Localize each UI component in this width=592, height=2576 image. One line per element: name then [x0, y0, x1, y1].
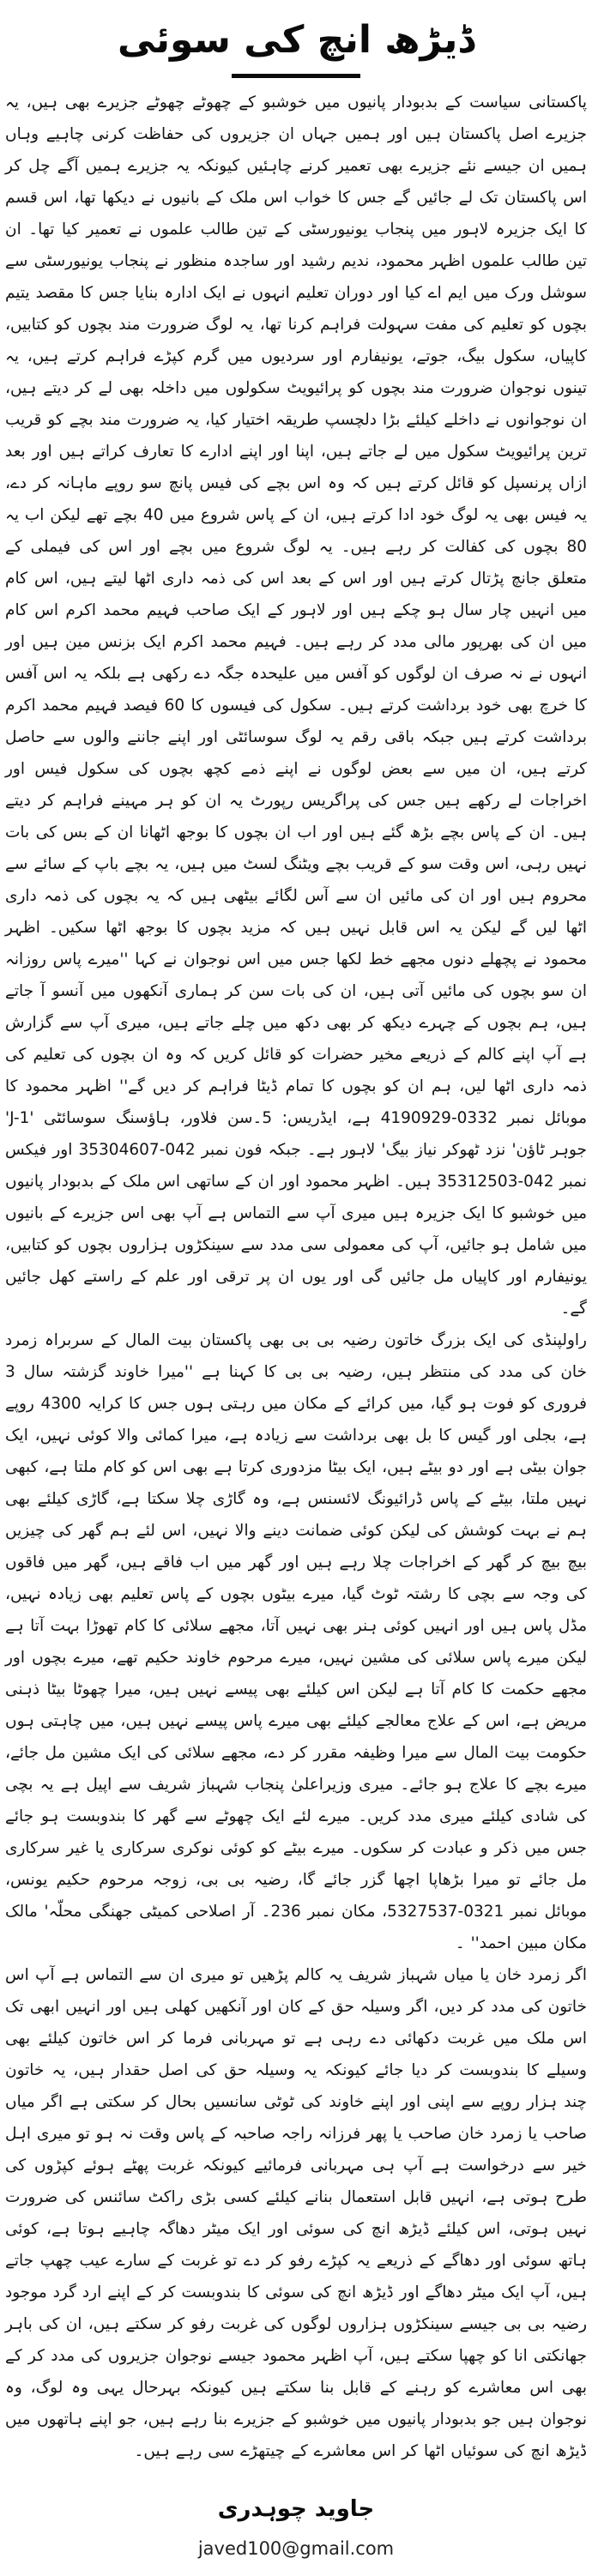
article-paragraph: پاکستانی سیاست کے بدبودار پانیوں میں خوشبو کے چھوٹے چھوٹے جزیرے بھی ہیں، یہ جزیرے اصل پاکستان ہیں اور ہمیں جہاں ان جزیروں کی حفاظت کرنی چاہیے وہاں ہمیں ان جیسے نئے جزیرے بھی تعمیر کرنے چاہئیں کیونکہ یہ جزیرے ہمیں آگے چل کر اس پاکستان تک لے جائیں گے جس کا خواب اس ملک کے بانیوں نے دیکھا تھا، اس قسم کا ایک جزیرہ لاہور میں پنجاب یونیورسٹی کے تین طالب علموں نے تعمیر کیا تھا۔ ان تین طالب علموں اظہر محمود، ندیم رشید اور ساجدہ منظور نے پنجاب یونیورسٹی سے سوشل ورک میں ایم اے کیا اور دوران تعلیم انہوں نے ایک ادارہ بنایا جس کا مقصد یتیم بچوں کو تعلیم کی مفت سہولت فراہم کرنا تھا، یہ لوگ ضرورت مند بچوں کو کتابیں، کاپیاں، سکول بیگ، جوتے، یونیفارم اور سردیوں میں گرم کپڑے فراہم کرتے ہیں، یہ تینوں نوجوان ضرورت مند بچوں کو پرائیویٹ سکولوں میں داخلہ بھی لے کر دیتے ہیں، ان نوجوانوں نے داخلے کیلئے بڑا دلچسپ طریقہ اختیار کیا، یہ ضرورت مند بچے کو قریب ترین پرائیویٹ سکول میں لے جاتے ہیں، اپنا اور اپنے ادارے کا تعارف کراتے ہیں اور بعد ازاں پرنسپل کو قائل کرتے ہیں کہ وہ اس بچے کی فیس پانچ سو روپے ماہانہ کر دے، یہ فیس بھی یہ لوگ خود ادا کرتے ہیں، ان کے پاس شروع میں 40 بچے تھے لیکن اب یہ 80 بچوں کی کفالت کر رہے ہیں۔ یہ لوگ شروع میں بچے اور اس کی فیملی کے متعلق جانچ پڑتال کرتے ہیں اور اس کے بعد اس کی ذمہ داری اٹھا لیتے ہیں، اس کام میں انہیں چار سال ہو چکے ہیں اور لاہور کے ایک صاحب فہیم محمد اکرم اس کام میں ان کی بھرپور مالی مدد کر رہے ہیں۔ فہیم محمد اکرم ایک بزنس مین ہیں اور انہوں نے نہ صرف ان لوگوں کو آفس میں علیحدہ جگہ دے رکھی ہے بلکہ یہ اس آفس کا خرچ بھی خود برداشت کرتے ہیں۔ سکول کی فیسوں کا 60 فیصد فہیم محمد اکرم برداشت کرتے ہیں جبکہ باقی رقم یہ لوگ سوسائٹی اور اپنے جاننے والوں سے حاصل کرتے ہیں، ان میں سے بعض لوگوں نے اپنے ذمے کچھ بچوں کی سکول فیس اور اخراجات لے رکھے ہیں جس کی پراگریس رپورٹ یہ ان کو ہر مہینے فراہم کر دیتے ہیں۔ ان کے پاس بچے بڑھ گئے ہیں اور اب ان بچوں کا بوجھ اٹھانا ان کے بس کی بات نہیں رہی، اس وقت سو کے قریب بچے ویٹنگ لسٹ میں ہیں، یہ بچے باپ کے سائے سے محروم ہیں اور ان کی مائیں ان سے آس لگائے بیٹھی ہیں کہ یہ بچوں کی ذمہ داری اٹھا لیں گے لیکن یہ اس قابل نہیں ہیں کہ مزید بچوں کا بوجھ اٹھا سکیں۔ اظہر محمود نے پچھلے دنوں مجھے خط لکھا جس میں اس نوجوان نے کہا ''میرے پاس روزانہ ان سو بچوں کی مائیں آتی ہیں، ان کی بات سن کر ہماری آنکھوں میں آنسو آ جاتے ہیں، ہم بچوں کے چہرے دیکھ کر بھی دکھ میں چلے جاتے ہیں، میری آپ سے گزارش ہے آپ اپنے کالم کے ذریعے مخیر حضرات کو قائل کریں کہ وہ ان بچوں کی تعلیم کی ذمہ داری اٹھا لیں، ہم ان کو بچوں کا تمام ڈیٹا فراہم کر دیں گے'' اظہر محمود کا موبائل نمبر 0332-4190929 ہے، ایڈریس: 5۔سن فلاور، ہاؤسنگ سوسائٹی 'J-1' جوہر ٹاؤن' نزد ٹھوکر نیاز بیگ' لاہور ہے۔ جبکہ فون نمبر 042-35304607 اور فیکس نمبر 042-35312503 ہیں۔ اظہر محمود اور ان کے ساتھی اس ملک کے بدبودار پانیوں میں خوشبو کا ایک جزیرہ ہیں میری آپ سے التماس ہے آپ بھی اس جزیرے کے بانیوں میں شامل ہو جائیں، آپ کی معمولی سی مدد سے سینکڑوں ہزاروں بچوں کو کتابیں، یونیفارم اور کاپیاں مل جائیں گی اور یوں ان پر ترقی اور علم کے راستے کھل جائیں گے۔ — [5, 94, 588, 1318]
title-underline-rule — [232, 74, 360, 78]
article-paragraph: راولپنڈی کی ایک بزرگ خاتون رضیہ بی بی بھی پاکستان بیت المال کے سربراہ زمرد خان کی مدد کی منتظر ہیں، رضیہ بی بی کا کہنا ہے ''میرا خاوند گزشتہ سال 3 فروری کو فوت ہو گیا، میں کرائے کے مکان میں رہتی ہوں جس کا کرایہ 4300 روپے ہے، بجلی اور گیس کا بل بھی برداشت سے زیادہ ہے، میرا کمائی والا کوئی نہیں، ایک جوان بیٹی ہے اور دو بیٹے ہیں، ایک بیٹا مزدوری کرتا ہے بھی اس کو کام ملتا ہے، کبھی نہیں ملتا، بیٹے کے پاس ڈرائیونگ لائسنس ہے، وہ گاڑی چلا سکتا ہے، گاڑی کیلئے بھی ہم نے بہت کوشش کی لیکن کوئی ضمانت دینے والا نہیں، اس لئے ہم گھر کی چیزیں بیچ بیچ کر گھر کے اخراجات چلا رہے ہیں اور گھر میں اب فاقے ہیں، گھر میں فاقوں کی وجہ سے بچی کا رشتہ ٹوٹ گیا، میرے بیٹوں بچوں کے پاس تعلیم بھی زیادہ نہیں، مڈل پاس ہیں اور انہیں کوئی ہنر بھی نہیں آتا، مجھے سلائی کا کام تھوڑا بہت آتا ہے لیکن میرے پاس سلائی کی مشین نہیں، میرے مرحوم خاوند حکیم تھے، میرے بچوں اور مجھے حکمت کا کام آتا ہے لیکن اس کیلئے بھی پیسے نہیں ہیں، میرا چھوٹا بیٹا ذہنی مریض ہے، اس کے علاج معالجے کیلئے بھی میرے پاس پیسے نہیں ہیں، میں چاہتی ہوں حکومت بیت المال سے میرا وظیفہ مقرر کر دے، مجھے سلائی کی ایک مشین مل جائے، میرے بچے کا علاج ہو جائے۔ میری وزیراعلیٰ پنجاب شہباز شریف سے اپیل ہے یہ بچی کی شادی کیلئے میری مدد کریں۔ میرے لئے ایک چھوٹے سے گھر کا بندوبست ہو جائے جس میں ذکر و عبادت کر سکوں۔ میرے بیٹے کو کوئی نوکری سرکاری یا غیر سرکاری مل جائے تو میرا بڑھاپا اچھا گزر جائے گا، رضیہ بی بی، زوجہ مرحوم حکیم یونس، موبائل نمبر 0321-5327537، مکان نمبر 236۔ آر اصلاحی کمیٹی جھنگی محلّہ' مالک مکان مبین احمد'' ۔ — [5, 1331, 587, 1953]
article-title: ڈیڑھ انچ کی سوئی — [117, 18, 474, 62]
article-paragraph: اگر زمرد خان یا میاں شہباز شریف یہ کالم پڑھیں تو میری ان سے التماس ہے آپ اس خاتون کی مدد کر دیں، اگر وسیلہ حق کے کان اور آنکھیں کھلی ہیں اور انہیں ابھی تک اس ملک میں غربت دکھائی دے رہی ہے تو مہربانی فرما کر اس خاتون کیلئے بھی وسیلے کا بندوبست کر دیا جائے کیونکہ یہ وسیلہ حق کی اصل حقدار ہیں، یہ خاتون چند ہزار روپے سے اپنی اور اپنے خاوند کی ٹوٹی سانسیں بحال کر سکتی ہے اگر میاں صاحب یا زمرد خان صاحب یا پھر فرزانہ راجہ صاحبہ کے پاس وقت نہ ہو تو میری اہل خیر سے درخواست ہے آپ ہی مہربانی فرمائیے کیونکہ غربت پھٹے ہوئے کپڑوں کی طرح ہوتی ہے، انہیں قابل استعمال بنانے کیلئے کسی بڑی راکٹ سائنس کی ضرورت نہیں ہوتی، اس کیلئے ڈیڑھ انچ کی سوئی اور ایک میٹر دھاگہ چاہیے ہوتا ہے، کوئی ہاتھ سوئی اور دھاگے کے ذریعے یہ کپڑے رفو کر دے تو غربت کے سارے عیب چھپ جاتے ہیں، آپ ایک میٹر دھاگے اور ڈیڑھ انچ کی سوئی کا بندوبست کر کے اپنے ارد گرد موجود رضیہ بی بی جیسے سینکڑوں ہزاروں لوگوں کی غربت رفو کر سکتے ہیں، ان کی باہر جھانکتی انا کو چھپا سکتے ہیں، آپ اظہر محمود جیسے نوجوان جزیروں کی مدد کر کے بھی اس معاشرے کو رہنے کے قابل بنا سکتے ہیں کیونکہ بہرحال یہی وہ لوگ، وہ نوجوان ہیں جو بدبودار پانیوں میں خوشبو کے جزیرے بنا رہے ہیں، جو اپنے ہاتھوں میں ڈیڑھ انچ کی سوئیاں اٹھا کر اس معاشرے کے چیتھڑے سی رہے ہیں۔ — [5, 1966, 587, 2461]
author-byline: جاوید چوہدری — [217, 2496, 375, 2523]
article-body — [5, 87, 587, 2467]
author-email: javed100@gmail.com — [197, 2538, 395, 2560]
column-header — [5, 5, 587, 78]
column-footer — [5, 2489, 587, 2559]
